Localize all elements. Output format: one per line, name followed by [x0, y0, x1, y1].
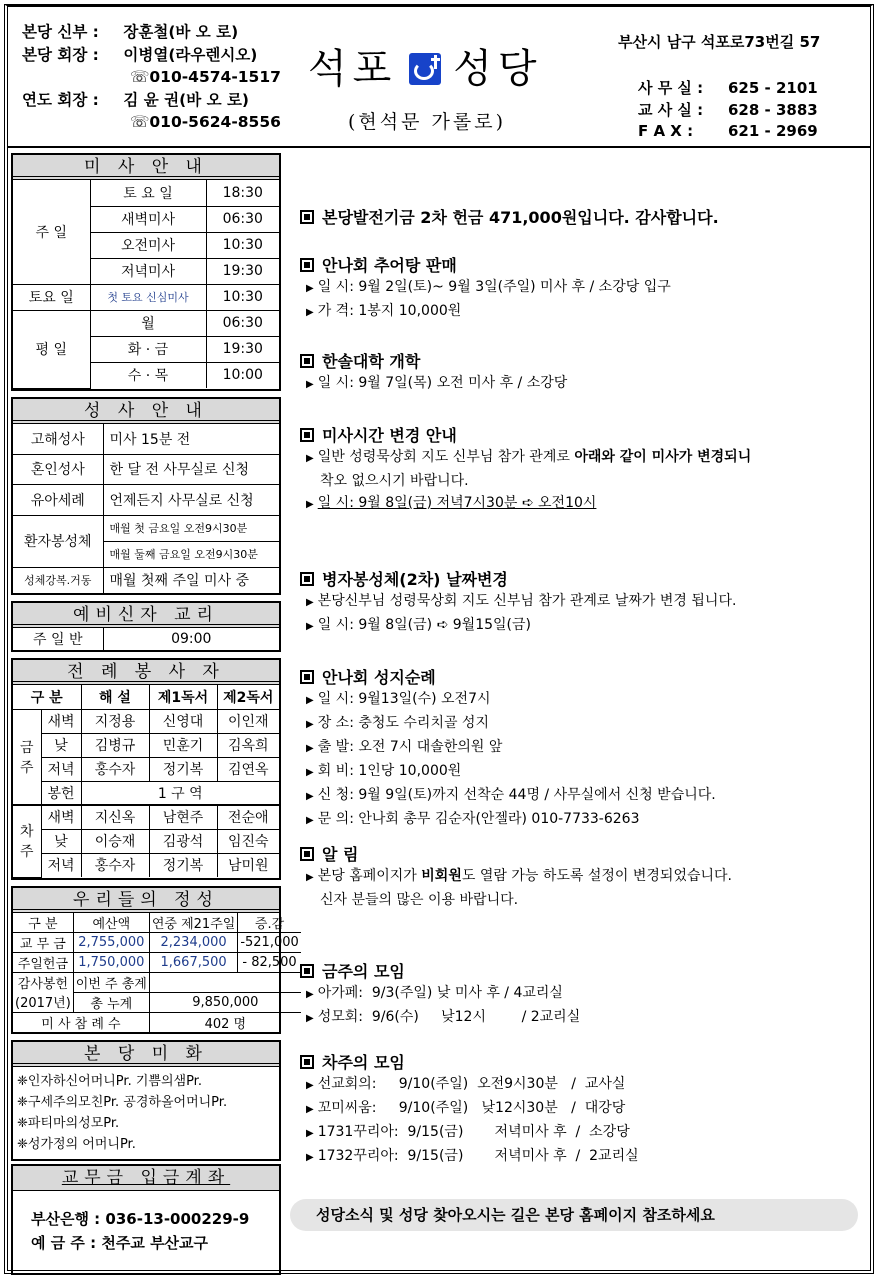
catechumen-label: 주 일 반: [13, 628, 103, 650]
slot: 저녁: [41, 757, 81, 781]
contact-fax: F A X : 621 - 2969: [638, 122, 818, 140]
mass-schedule: [11, 153, 281, 391]
sacrament-name: 혼인성사: [13, 454, 103, 485]
minister: 김연옥: [217, 757, 279, 781]
sacrament-name: 환자봉성체: [13, 515, 103, 567]
col-header: 해 설: [81, 685, 149, 709]
attendance-count: 402 명: [149, 1012, 300, 1032]
sacrament-name: 고해성사: [13, 424, 103, 455]
flower-ministry: [11, 1040, 281, 1161]
notice-next-week-meetings: 차주의 모임 ▶ 선교회의: 9/10(주일) 오전9시30분 / 교사실 ▶ 꼬미씨움: 9/10(주일) 낮12시30분 / 대강당 ▶ 1731꾸리아: 9/15(금) 저녁미사 후 / 소강당 ▶ 1732꾸리아: 9/15(금) 저녁미사 후 / 2교리실: [300, 1050, 860, 1169]
bank-account: [11, 1164, 281, 1275]
triangle-bullet-icon: ▶: [306, 1152, 314, 1163]
weekday-label: 평 일: [13, 310, 90, 388]
triangle-bullet-icon: ▶: [306, 1013, 314, 1024]
sacrament-info: 매월 둘째 금요일 오전9시30분: [103, 541, 279, 567]
parish-staff: [22, 21, 281, 134]
sacrament-info: 매월 첫 금요일 오전9시30분: [103, 515, 279, 541]
notice-item-continued: 착오 없으시기 바랍니다.: [320, 473, 469, 489]
col-header: 제2독서: [217, 685, 279, 709]
thanks-label: 감사봉헌: [13, 972, 73, 992]
catechumen-title: 예비신자 교리: [13, 603, 279, 628]
minister: 민훈기: [149, 733, 217, 757]
offerings-title: 우리들의 정성: [13, 888, 279, 913]
notice-item: ▶ 성모회: 9/6(수) 낮12시 / 2교리실: [306, 1009, 581, 1025]
col-header: 예산액: [73, 913, 149, 933]
difference: - 82,500: [238, 952, 301, 972]
bullet-icon: ❈: [17, 1094, 28, 1110]
col-header: 연중 제21주일: [149, 913, 237, 933]
catechumen-time: 09:00: [103, 628, 279, 650]
mass-time: 10:30: [206, 284, 279, 310]
minister: 김광석: [149, 829, 217, 853]
budget: 1,750,000: [73, 952, 149, 972]
notice-item: ▶ 출 발: 오전 7시 대솔한의원 앞: [306, 739, 503, 755]
actual: 2,234,000: [149, 932, 237, 952]
address: 부산시 남구 석포로73번길 57: [618, 33, 821, 51]
mass-time: 19:30: [206, 336, 279, 362]
notice-item: ▶ 일 시: 9월13일(수) 오전7시: [306, 691, 491, 707]
president-phone: ☏010-4574-1517: [130, 68, 281, 86]
mass-time: 10:30: [206, 232, 279, 258]
minister: 김병규: [81, 733, 149, 757]
sunday-label: 주 일: [13, 180, 90, 284]
saturday-label: 토요 일: [13, 284, 90, 310]
contact-office: 사 무 실 : 625 - 2101: [638, 79, 818, 97]
square-bullet-icon: [300, 964, 314, 978]
triangle-bullet-icon: ▶: [306, 872, 314, 883]
notice-pilgrimage: 안나회 성지순례 ▶ 일 시: 9월13일(수) 오전7시 ▶ 장 소: 충청도 수리치골 성지 ▶ 출 발: 오전 7시 대솔한의원 앞 ▶ 회 비: 1인당 10,000원 ▶ 신 청: 9월 9일(토)까지 선착순 44명 / 사무실에서 신청 받습니다. ▶ 문 의: 안나회 총무 김순자(안젤라) 010-7733-6263: [300, 665, 860, 832]
mass-time: 10:00: [206, 362, 279, 388]
sacrament-name: 유아세례: [13, 485, 103, 516]
minister: 신영대: [149, 709, 217, 733]
slot: 낮: [41, 733, 81, 757]
notice-item: ▶ 선교회의: 9/10(주일) 오전9시30분 / 교사실: [306, 1076, 626, 1092]
triangle-bullet-icon: ▶: [306, 743, 314, 754]
notice-sick-communion: 병자봉성체(2차) 날짜변경 ▶ 본당신부님 성령묵상회 지도 신부님 참가 관계로 날짜가 변경 됩니다. ▶ 일 시: 9월 8일(금) ➪ 9월15일(금): [300, 567, 860, 638]
minister: 홍수자: [81, 853, 149, 877]
square-bullet-icon: [300, 572, 314, 586]
flowers-title: 본 당 미 화: [13, 1042, 279, 1067]
this-week-label: 금 주: [13, 709, 41, 805]
triangle-bullet-icon: ▶: [306, 719, 314, 730]
bullet-icon: ❈: [17, 1115, 28, 1131]
homepage-banner: 성당소식 및 성당 찾아오시는 길은 본당 홈페이지 참조하세요: [290, 1199, 858, 1231]
notice-item: ▶ 1732꾸리아: 9/15(금) 저녁미사 후 / 2교리실: [306, 1148, 639, 1164]
notice-hansol-college: 한솔대학 개학 ▶ 일 시: 9월 7일(목) 오전 미사 후 / 소강당: [300, 349, 860, 396]
minister: 홍수자: [81, 757, 149, 781]
col-header: 구 분: [13, 685, 81, 709]
mass-name: 새벽미사: [90, 206, 206, 232]
bullet-icon: ❈: [17, 1136, 28, 1152]
mass-time: 06:30: [206, 206, 279, 232]
mass-name: 수 · 목: [90, 362, 206, 388]
bulletin-header: [8, 7, 870, 148]
parish-contacts: [618, 31, 820, 143]
bank-row: 부산은행 : 036-13-000229-9: [31, 1209, 250, 1228]
flower-item: ❈파티마의성모Pr.: [17, 1115, 120, 1131]
mass-name: 오전미사: [90, 232, 206, 258]
cumulative-label: 총 누계: [73, 992, 149, 1012]
flower-item: ❈성가정의 어머니Pr.: [17, 1136, 136, 1152]
notice-item: ▶ 일 시: 9월 2일(토)~ 9월 3일(주일) 미사 후 / 소강당 입구: [306, 279, 671, 295]
notice-item: ▶ 가 격: 1봉지 10,000원: [306, 303, 462, 319]
offering-name: 교 무 금: [13, 932, 73, 952]
mass-name: 화 · 금: [90, 336, 206, 362]
minister: 지정용: [81, 709, 149, 733]
notice-item: ▶ 본당신부님 성령묵상회 지도 신부님 참가 관계로 날짜가 변경 됩니다.: [306, 593, 737, 609]
sacrament-info: 미사 15분 전: [103, 424, 279, 455]
minister: 정기복: [149, 853, 217, 877]
left-column: [11, 153, 299, 1281]
minister: 이인재: [217, 709, 279, 733]
square-bullet-icon: [300, 670, 314, 684]
bullet-icon: ❈: [17, 1073, 28, 1089]
triangle-bullet-icon: ▶: [306, 621, 314, 632]
district-president-row: 연도 회장 : 김 윤 권(바 오 로): [22, 90, 249, 109]
next-week-label: 차 주: [13, 805, 41, 877]
notice-item: ▶ 본당 홈페이지가 비회원도 열람 가능 하도록 설정이 변경되었습니다.: [306, 868, 732, 884]
offering-name: 주일헌금: [13, 952, 73, 972]
notice-item: ▶ 일반 성령묵상회 지도 신부님 참가 관계로 아래와 같이 미사가 변경되니: [306, 449, 752, 465]
notice-item: ▶ 일 시: 9월 8일(금) ➪ 9월15일(금): [306, 617, 531, 633]
minister: 정기복: [149, 757, 217, 781]
contact-teachers: 교 사 실 : 628 - 3883: [638, 100, 818, 119]
sacrament-info: 한 달 전 사무실로 신청: [103, 454, 279, 485]
square-bullet-icon: [300, 847, 314, 861]
notice-this-week-meetings: 금주의 모임 ▶ 아가페: 9/3(주일) 낮 미사 후 / 4교리실 ▶ 성모회: 9/6(수) 낮12시 / 2교리실: [300, 959, 860, 1030]
triangle-bullet-icon: ▶: [306, 307, 314, 318]
account-details: [13, 1191, 279, 1273]
president-row: 본당 회장 : 이병열(라우렌시오): [22, 45, 258, 64]
slot: 저녁: [41, 853, 81, 877]
notice-mass-change: 미사시간 변경 안내 ▶ 일반 성령묵상회 지도 신부님 참가 관계로 아래와 같이 미사가 변경되니 착오 없으시기 바랍니다. ▶ 일 시: 9월 8일(금) 저녁7시30분 ➪ 오전10시: [300, 423, 860, 516]
square-bullet-icon: [300, 428, 314, 442]
offering-district: 1 구 역: [81, 781, 279, 805]
mass-name: 토 요 일: [90, 180, 206, 206]
minister: 임진숙: [217, 829, 279, 853]
notice-fund: 본당발전기금 2차 헌금 471,000원입니다. 감사합니다.: [300, 205, 860, 228]
minister: 남미원: [217, 853, 279, 877]
notice-item: ▶ 꼬미씨움: 9/10(주일) 낮12시30분 / 대강당: [306, 1100, 626, 1116]
minister: 전순애: [217, 805, 279, 829]
triangle-bullet-icon: ▶: [306, 767, 314, 778]
slot: 새벽: [41, 709, 81, 733]
slot: 낮: [41, 829, 81, 853]
triangle-bullet-icon: ▶: [306, 1104, 314, 1115]
flower-list: [13, 1067, 279, 1159]
col-header: 증.감: [238, 913, 301, 933]
week-total-label: 이번 주 총계: [73, 972, 149, 992]
triangle-bullet-icon: ▶: [306, 597, 314, 608]
sacrament-name: 성체강복.거동: [13, 567, 103, 593]
mass-schedule-title: 미 사 안 내: [13, 155, 279, 180]
budget: 2,755,000: [73, 932, 149, 952]
phone-icon: ☏: [130, 68, 150, 86]
minister: 남현주: [149, 805, 217, 829]
triangle-bullet-icon: ▶: [306, 989, 314, 1000]
notice-item: ▶ 아가페: 9/3(주일) 낮 미사 후 / 4교리실: [306, 985, 563, 1001]
minister: 지신옥: [81, 805, 149, 829]
col-header: 구 분: [13, 913, 73, 933]
square-bullet-icon: [300, 210, 314, 224]
col-header: 제1독서: [149, 685, 217, 709]
triangle-bullet-icon: ▶: [306, 695, 314, 706]
phone-icon: ☏: [130, 113, 150, 131]
notice-item: ▶ 일 시: 9월 8일(금) 저녁7시30분 ➪ 오전10시: [306, 495, 597, 511]
notice-item: ▶ 신 청: 9월 9일(토)까지 선착순 44명 / 사무실에서 신청 받습니다.: [306, 787, 716, 803]
flower-item: ❈구세주의모친Pr. 공경하올어머니Pr.: [17, 1094, 228, 1110]
notice-item: ▶ 일 시: 9월 7일(목) 오전 미사 후 / 소강당: [306, 375, 568, 391]
sacraments: [11, 397, 281, 596]
flower-item: ❈인자하신어머니Pr. 기쁨의샘Pr.: [17, 1073, 202, 1089]
triangle-bullet-icon: ▶: [306, 815, 314, 826]
parish-logo-icon: [409, 53, 441, 85]
mass-time: 19:30: [206, 258, 279, 284]
mass-name: 월: [90, 310, 206, 336]
sacrament-info: 언제든지 사무실로 신청: [103, 485, 279, 516]
pastor-row: 본당 신부 : 장훈철(바 오 로): [22, 23, 239, 41]
mass-name: 첫 토요 신심미사: [90, 284, 206, 310]
thanks-year: (2017년): [13, 992, 73, 1012]
account-title: 교무금 입금계좌: [13, 1166, 279, 1191]
square-bullet-icon: [300, 258, 314, 272]
sacrament-info: 매월 첫째 주일 미사 중: [103, 567, 279, 593]
actual: 1,667,500: [149, 952, 237, 972]
triangle-bullet-icon: ▶: [306, 379, 314, 390]
notice-item: ▶ 문 의: 안나회 총무 김순자(안젤라) 010-7733-6263: [306, 811, 640, 827]
triangle-bullet-icon: ▶: [306, 453, 314, 464]
catechumen-class: [11, 601, 281, 652]
holder-row: 예 금 주 : 천주교 부산교구: [31, 1233, 209, 1252]
notice-announcement: 알 림 ▶ 본당 홈페이지가 비회원도 열람 가능 하도록 설정이 변경되었습니다. 신자 분들의 많은 이용 바랍니다.: [300, 842, 860, 911]
parish-title: 석포 성당: [308, 46, 543, 92]
notice-item: ▶ 장 소: 충청도 수리치골 성지: [306, 715, 489, 731]
difference: -521,000: [238, 932, 301, 952]
square-bullet-icon: [300, 354, 314, 368]
district-president-phone: ☏010-5624-8556: [130, 113, 281, 131]
mass-time: 18:30: [206, 180, 279, 206]
notice-fish-soup: 안나회 추어탕 판매 ▶ 일 시: 9월 2일(토)~ 9월 3일(주일) 미사 후 / 소강당 입구 ▶ 가 격: 1봉지 10,000원: [300, 253, 860, 324]
notice-item-continued: 신자 분들의 많은 이용 바랍니다.: [320, 892, 519, 908]
week-total: [149, 972, 300, 992]
triangle-bullet-icon: ▶: [306, 1128, 314, 1139]
slot: 봉헌: [41, 781, 81, 805]
triangle-bullet-icon: ▶: [306, 499, 314, 510]
liturgical-ministers: [11, 658, 281, 880]
mass-time: 06:30: [206, 310, 279, 336]
mass-name: 저녁미사: [90, 258, 206, 284]
triangle-bullet-icon: ▶: [306, 283, 314, 294]
square-bullet-icon: [300, 1055, 314, 1069]
triangle-bullet-icon: ▶: [306, 791, 314, 802]
offerings: [11, 886, 299, 1034]
minister: 이승재: [81, 829, 149, 853]
sacraments-title: 성 사 안 내: [13, 399, 279, 424]
cumulative-total: 9,850,000: [149, 992, 300, 1012]
attendance-label: 미 사 참 례 수: [13, 1012, 149, 1032]
ministers-title: 전 례 봉 사 자: [13, 660, 279, 685]
notice-item: ▶ 1731꾸리아: 9/15(금) 저녁미사 후 / 소강당: [306, 1124, 630, 1140]
triangle-bullet-icon: ▶: [306, 1080, 314, 1091]
slot: 새벽: [41, 805, 81, 829]
parish-patron: (현석문 가롤로): [348, 111, 506, 133]
notice-item: ▶ 회 비: 1인당 10,000원: [306, 763, 462, 779]
minister: 김옥희: [217, 733, 279, 757]
